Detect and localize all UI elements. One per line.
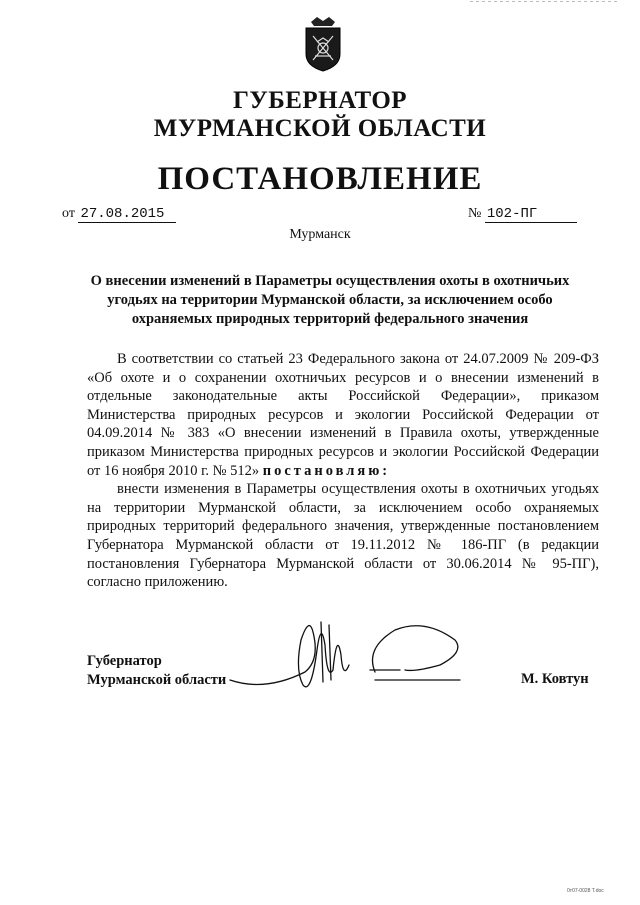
scan-artifact-line <box>470 0 620 3</box>
document-body <box>87 350 599 592</box>
number-field <box>468 206 577 223</box>
handwritten-signature-icon <box>225 610 475 710</box>
body-paragraph-2: внести изменения в Параметры осуществления охоты в охотничьих угодьях на территории Мурманской области, за исключением особо охраняемых природных территорий федерального значения, утвержденные постановлением Губернатора Мурманской области от 19.11.2012 № 186-ПГ (в редакции постановления Губернатора Мурманской области от 30.06.2014 № 95-ПГ), согласно приложению. <box>87 481 599 591</box>
issuer-line-1: ГУБЕРНАТОР <box>232 87 408 114</box>
document-subject: О внесении изменений в Параметры осуществления охоты в охотничьих угодьях на территории Мурманской области, за исключением особо охраняемых природных территорий федерального значения <box>90 273 570 327</box>
signatory-position-line-2: Мурманской области <box>87 672 227 688</box>
signatory-position <box>87 652 226 690</box>
decree-word: постановляю: <box>262 462 391 479</box>
city-name: Мурманск <box>289 227 351 242</box>
number-prefix: № <box>468 206 482 221</box>
date-field <box>62 206 176 223</box>
signatory-name: М. Ковтун <box>521 671 589 687</box>
document-number: 102-ПГ <box>485 206 577 223</box>
signatory-position-line-1: Губернатор <box>87 653 162 669</box>
body-paragraph-1 <box>87 350 599 480</box>
footer-document-code: 0т07-0028 Т.doc <box>567 888 604 894</box>
preamble-text: В соответствии со статьей 23 Федерального закона от 24.07.2009 № 209-ФЗ «Об охоте и о сохранении охотничьих ресурсов и о внесении изменений в отдельные законодательные акты Российской Федерации», приказом Министерства природных ресурсов и экологии Российской Федерации от 04.09.2014 № 383 «О внесении изменений в Правила охоты, утвержденные приказом Министерства природных ресурсов и экологии Российской Федерации от 16 ноября 2010 г. № 512» <box>87 351 599 479</box>
date-prefix: от <box>62 206 75 221</box>
document-type-title: ПОСТАНОВЛЕНИЕ <box>157 161 483 197</box>
document-date: 27.08.2015 <box>78 206 176 223</box>
issuer-line-2: МУРМАНСКОЙ ОБЛАСТИ <box>153 115 487 142</box>
coat-of-arms-icon <box>303 14 343 72</box>
